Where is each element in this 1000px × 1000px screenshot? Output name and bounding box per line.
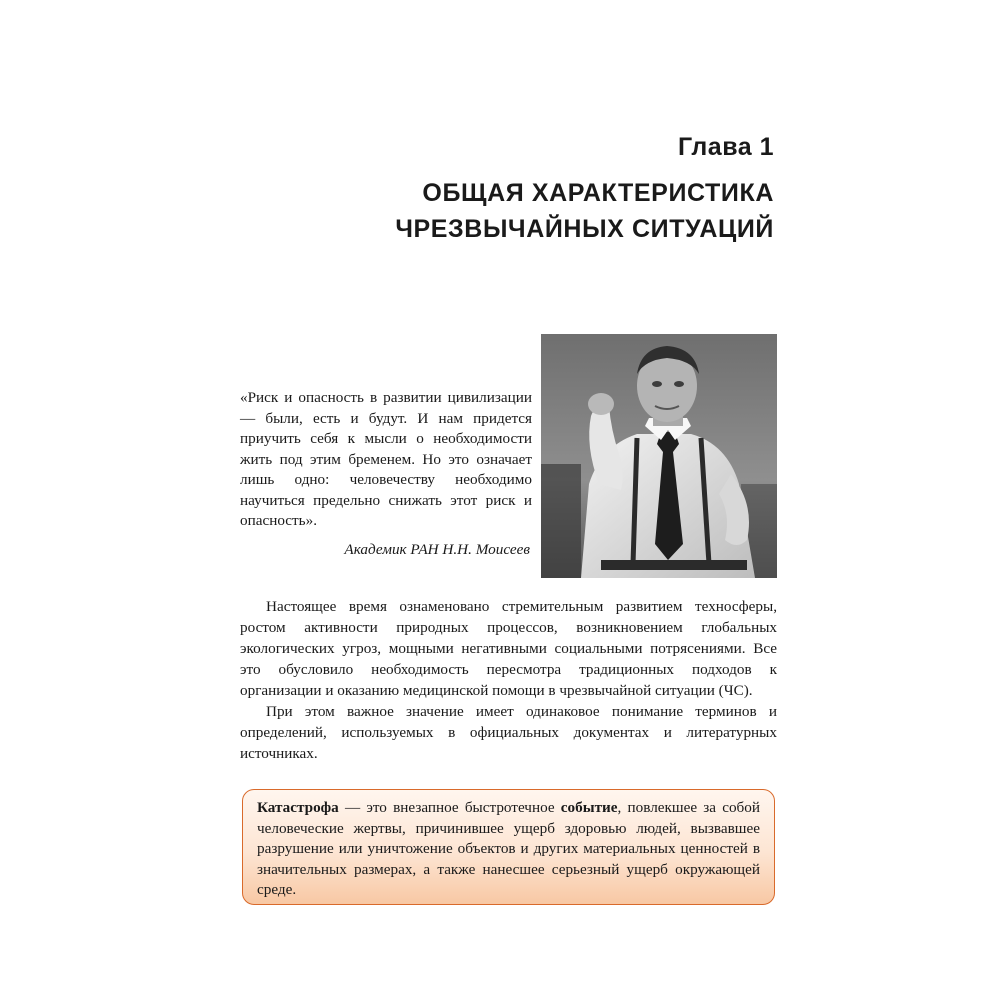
body-paragraph-2: При этом важное значение имеет одинаковое понимание терминов и определений, используемых в официальных документах и литературных источниках. [240, 703, 777, 762]
body-text [240, 596, 777, 764]
chapter-title-line-2: ЧРЕЗВЫЧАЙНЫХ СИТУАЦИЙ [395, 215, 774, 243]
definition-box [242, 789, 775, 905]
epigraph-quote: «Риск и опасность в развитии цивилизации — были, есть и будут. И нам придется приучить себя к мысли о необходимости жить под этим бременем. Но это означает лишь одно: человечеству необходимо научиться предельно снижать этот риск и опасность». [240, 389, 532, 529]
portrait-photo [541, 334, 777, 578]
definition-text-part-1: — это внезапное быстротечное [338, 799, 561, 816]
definition-term: Катастрофа [257, 799, 339, 816]
chapter-title-line-1: ОБЩАЯ ХАРАКТЕРИСТИКА [422, 179, 774, 207]
body-paragraph-1: Настоящее время ознаменовано стремительным развитием техносферы, ростом активности природных процессов, возникновением глобальных экологических угроз, мощными негативными социальными потрясениями. Все это обусловило необходимость пересмотра традиционных подходов к организации и оказанию медицинской помощи в чрезвычайной ситуации (ЧС). [240, 598, 777, 699]
chapter-label: Глава 1 [677, 133, 774, 161]
epigraph [240, 388, 532, 560]
chapter-title [395, 175, 774, 247]
epigraph-author: Академик РАН Н.Н. Моисеев [344, 540, 530, 558]
definition-keyword: событие [560, 799, 618, 816]
definition-text-part-2: , повлекшее за собой человеческие жертвы, причинившее ущерб здоровью людей, вызвавшее разрушение или уничтожение объектов и других материальных ценностей в значительных размерах, а также нанесшее серьезный ущерб окружающей среде. [257, 799, 761, 899]
portrait-photo-image [541, 334, 777, 578]
